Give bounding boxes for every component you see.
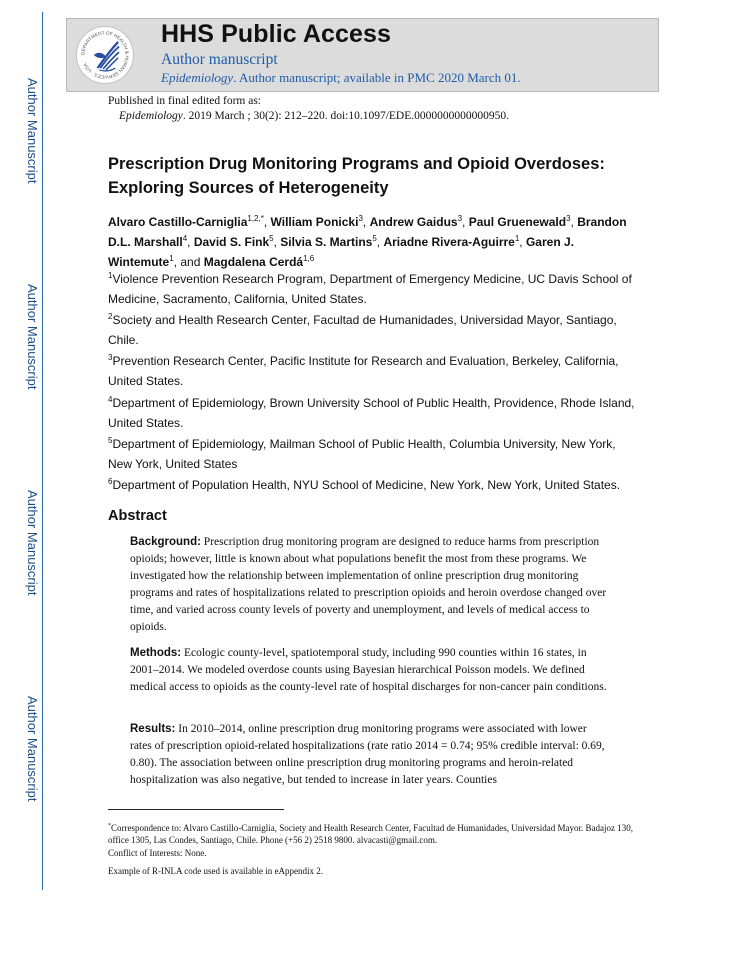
sidebar-label: Author Manuscript — [25, 490, 40, 596]
sidebar-label: Author Manuscript — [25, 78, 40, 184]
author-name: Silvia S. Martins — [280, 235, 373, 249]
author-sep: , — [273, 235, 281, 249]
affiliation-text: Department of Population Health, NYU School of Medicine, New York, New York, United States. — [112, 478, 621, 492]
author-name: David S. Fink — [193, 235, 270, 249]
footnote-example: Example of R-INLA code used is available in eAppendix 2. — [108, 866, 323, 876]
abstract-results — [130, 721, 610, 789]
affiliation-text: Department of Epidemiology, Mailman School of Public Health, Columbia University, New York, New York, United States — [108, 437, 616, 471]
affiliation-text: Violence Prevention Research Program, Department of Emergency Medicine, UC Davis School of Medicine, Sacramento, California, United States. — [108, 272, 632, 306]
author-sup: 1 — [514, 234, 520, 243]
author-sep: , — [376, 235, 384, 249]
footnote-mark: * — [108, 823, 111, 829]
affiliation — [108, 394, 638, 433]
sidebar-label: Author Manuscript — [25, 696, 40, 802]
affiliation — [108, 352, 638, 391]
affiliation-number: 2 — [108, 312, 113, 321]
author-name: Alvaro Castillo-Carniglia — [108, 215, 248, 229]
availability-line — [161, 70, 521, 86]
author-sep: , — [519, 235, 526, 249]
affiliation-text: Prevention Research Center, Pacific Institute for Research and Evaluation, Berkeley, California, United States. — [108, 354, 619, 388]
author-manuscript-subtitle: Author manuscript — [161, 51, 278, 68]
article-title-line: Prescription Drug Monitoring Programs and Opioid Overdoses: — [108, 155, 605, 173]
results-label: Results: — [130, 723, 176, 735]
author-sup: 1 — [169, 254, 174, 263]
article-title-line: Exploring Sources of Heterogeneity — [108, 179, 389, 197]
citation — [119, 110, 509, 122]
hhs-title: HHS Public Access — [161, 20, 392, 48]
sidebar-rule — [42, 12, 43, 890]
affiliation-text: Department of Epidemiology, Brown University School of Public Health, Providence, Rhode Island, United States. — [108, 396, 635, 430]
affiliation — [108, 270, 638, 309]
citation-journal: Epidemiology — [119, 110, 183, 122]
author-sup: 5 — [372, 234, 377, 243]
hhs-eagle-seal-icon — [76, 26, 134, 84]
logo-seal-text: DEPARTMENT OF HEALTH & HUMAN SERVICES · USA — [80, 30, 130, 80]
author-sep: , — [187, 235, 194, 249]
footnote-divider — [108, 809, 284, 810]
author-name: Ariadne Rivera-Aguirre — [383, 235, 515, 249]
affiliation-text: Society and Health Research Center, Facultad de Humanidades, Universidad Mayor, Santiago, Chile. — [108, 313, 617, 347]
author-sup: 3 — [358, 214, 363, 223]
author-sup: 1,2,* — [247, 214, 264, 223]
author-name: Paul Gruenewald — [468, 215, 567, 229]
author-sup: 5 — [269, 234, 274, 243]
author-name: Magdalena Cerdá — [203, 255, 304, 269]
author-sep: , — [570, 215, 578, 229]
availability-text: . Author manuscript; available in PMC 2020 March 01. — [233, 70, 521, 85]
author-sup: 4 — [182, 234, 188, 243]
abstract-background — [130, 534, 610, 636]
affiliation — [108, 476, 638, 496]
sidebar-label: Author Manuscript — [25, 284, 40, 390]
affiliation-number: 1 — [108, 271, 113, 280]
affiliation-number: 3 — [108, 353, 113, 362]
article-title — [108, 152, 648, 200]
author-name: Garen J. Wintemute — [108, 235, 574, 269]
author-list — [108, 212, 628, 272]
background-text: Prescription drug monitoring program are designed to reduce harms from prescription opioids; however, little is known about what populations benefit the most from these programs. We investigated how the relationship between implementation of online prescription drug monitoring programs and rates of hospitalizations related to prescription opioids and heroin overdose changed over time, and varied across county levels of poverty and unemployment, and levels of medical access to opioids. — [130, 536, 607, 633]
affiliation — [108, 435, 638, 474]
affiliation — [108, 311, 638, 350]
methods-text: Ecologic county-level, spatiotemporal study, including 990 counties within 16 states, in 2001–2014. We modeled overdose counts using Bayesian hierarchical Poisson models. We defined medical access to opioids as the county-level rate of hospital discharges for non-cancer pain conditions. — [130, 647, 607, 693]
journal-name: Epidemiology — [161, 70, 234, 85]
background-label: Background: — [130, 536, 201, 548]
author-sup: 3 — [566, 214, 571, 223]
affiliation-number: 4 — [108, 395, 113, 404]
affiliation-number: 6 — [108, 477, 113, 486]
svg-text:DEPARTMENT OF HEALTH & HUMAN S — [80, 30, 129, 79]
hhs-header — [66, 18, 659, 92]
author-sup: 3 — [457, 214, 463, 223]
results-text: In 2010–2014, online prescription drug monitoring programs were associated with lower rates of prescription opioid-related hospitalizations (rate ratio 2014 = 0.74; 95% credible interval: 0.69, 0.80). The association between online prescription drug monitoring programs and heroin-related hospitalization was also negative, but tended to increase in later years. Counties — [130, 723, 605, 786]
footnote-correspondence — [108, 822, 638, 846]
correspondence-text: Correspondence to: Alvaro Castillo-Carniglia, Society and Health Research Center, Facultad de Humanidades, Universidad Mayor. Badajoz 130, office 1305, Las Condes, Santiago, Chile. Phone (+56 2) 2518 9800. alvacasti@gmail.com. — [108, 823, 633, 845]
author-sup: 1,6 — [303, 254, 315, 263]
author-sep: , and — [173, 255, 204, 269]
methods-label: Methods: — [130, 647, 182, 659]
citation-details: . 2019 March ; 30(2): 212–220. doi:10.1097/EDE.0000000000000950. — [182, 110, 510, 122]
affiliation-number: 5 — [108, 436, 113, 445]
abstract-heading: Abstract — [108, 508, 167, 524]
published-label: Published in final edited form as: — [108, 95, 261, 107]
author-name: Andrew Gaidus — [369, 215, 458, 229]
author-sep: , — [263, 215, 271, 229]
author-name: William Ponicki — [270, 215, 359, 229]
author-sep: , — [362, 215, 370, 229]
author-sep: , — [462, 215, 469, 229]
abstract-methods — [130, 645, 610, 696]
author-name: Brandon D.L. Marshall — [108, 215, 627, 249]
footnote-conflict: Conflict of Interests: None. — [108, 848, 207, 858]
